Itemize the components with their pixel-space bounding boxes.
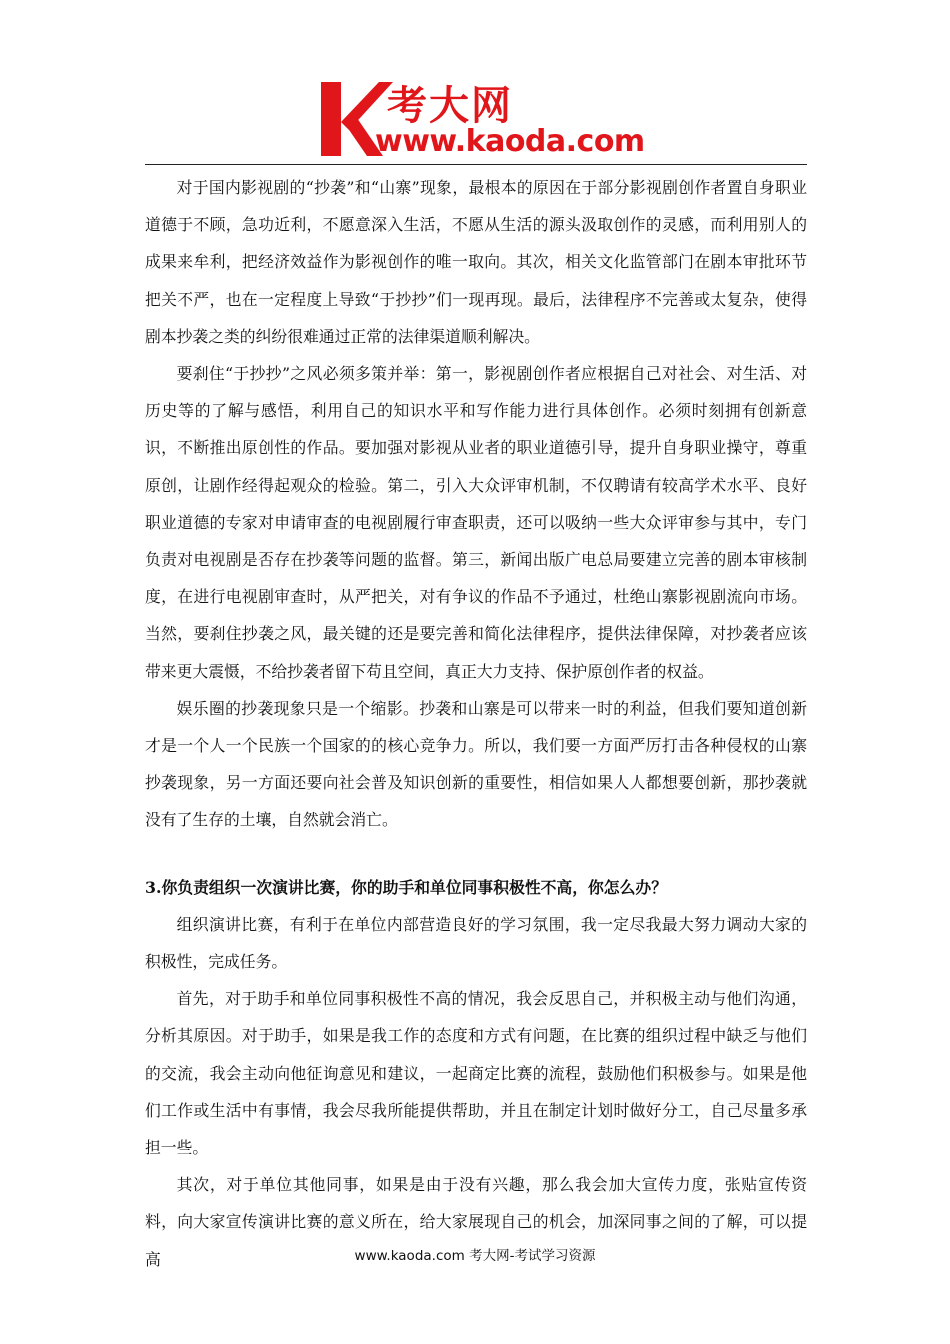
paragraph: 娱乐圈的抄袭现象只是一个缩影。抄袭和山寨是可以带来一时的利益，但我们要知道创新才是一个人一个民族一个国家的的核心竞争力。所以，我们要一方面严厉打击各种侵权的山寨抄袭现象，另一方面还要向社会普及知识创新的重要性，相信如果人人都想要创新，那抄袭就没有了生存的土壤，自然就会消亡。 [145,698,807,830]
header-divider [145,164,807,165]
question-heading: 3.你负责组织一次演讲比赛，你的助手和单位同事积极性不高，你怎么办？ [145,877,667,897]
logo-chinese-text: 考大网 [387,83,513,129]
page-header [145,72,807,166]
page-footer: www.kaoda.com 考大网-考试学习资源 [354,1248,596,1264]
logo-url-text: www.kaoda.com [375,124,645,159]
answer-paragraph: 首先，对于助手和单位同事积极性不高的情况，我会反思自己，并积极主动与他们沟通，分析其原因。对于助手，如果是我工作的态度和方式有问题，在比赛的组织过程中缺乏与他们的交流，我会主动向他征询意见和建议，一起商定比赛的流程，鼓励他们积极参与。如果是他们工作或生活中有事情，我会尽我所能提供帮助，并且在制定计划时做好分工，自己尽量多承担一些。 [145,989,807,1158]
answer-paragraph: 组织演讲比赛，有利于在单位内部营造良好的学习氛围，我一定尽我最大努力调动大家的积极性，完成任务。 [145,914,807,972]
answer-paragraph: 其次，对于单位其他同事，如果是由于没有兴趣，那么我会加大宣传力度，张贴宣传资料，向大家宣传演讲比赛的意义所在，给大家展现自己的机会，加深同事之间的了解，可以提高 [145,1175,807,1269]
paragraph: 对于国内影视剧的“抄袭”和“山寨”现象，最根本的原因在于部分影视剧创作者置自身职业道德于不顾，急功近利，不愿意深入生活，不愿从生活的源头汲取创作的灵感，而利用别人的成果来牟利，把经济效益作为影视创作的唯一取向。其次，相关文化监管部门在剧本审批环节把关不严，也在一定程度上导致“于抄抄”们一现再现。最后，法律程序不完善或太复杂，使得剧本抄袭之类的纠纷很难通过正常的法律渠道顺利解决。 [145,178,807,346]
kaoda-logo [317,78,645,162]
article-body [145,169,807,1278]
paragraph: 要刹住“于抄抄”之风必须多策并举：第一，影视剧创作者应根据自己对社会、对生活、对历史等的了解与感悟，利用自己的知识水平和写作能力进行具体创作。必须时刻拥有创新意识，不断推出原创性的作品。要加强对影视从业者的职业道德引导，提升自身职业操守，尊重原创，让剧作经得起观众的检验。第二，引入大众评审机制，不仅聘请有较高学术水平、良好职业道德的专家对申请审查的电视剧履行审查职责，还可以吸纳一些大众评审参与其中，专门负责对电视剧是否存在抄袭等问题的监督。第三，新闻出版广电总局要建立完善的剧本审核制度，在进行电视剧审查时，从严把关，对有争议的作品不予通过，杜绝山寨影视剧流向市场。当然，要刹住抄袭之风，最关键的还是要完善和简化法律程序，提供法律保障，对抄袭者应该带来更大震慑，不给抄袭者留下苟且空间，真正大力支持、保护原创作者的权益。 [145,364,807,681]
